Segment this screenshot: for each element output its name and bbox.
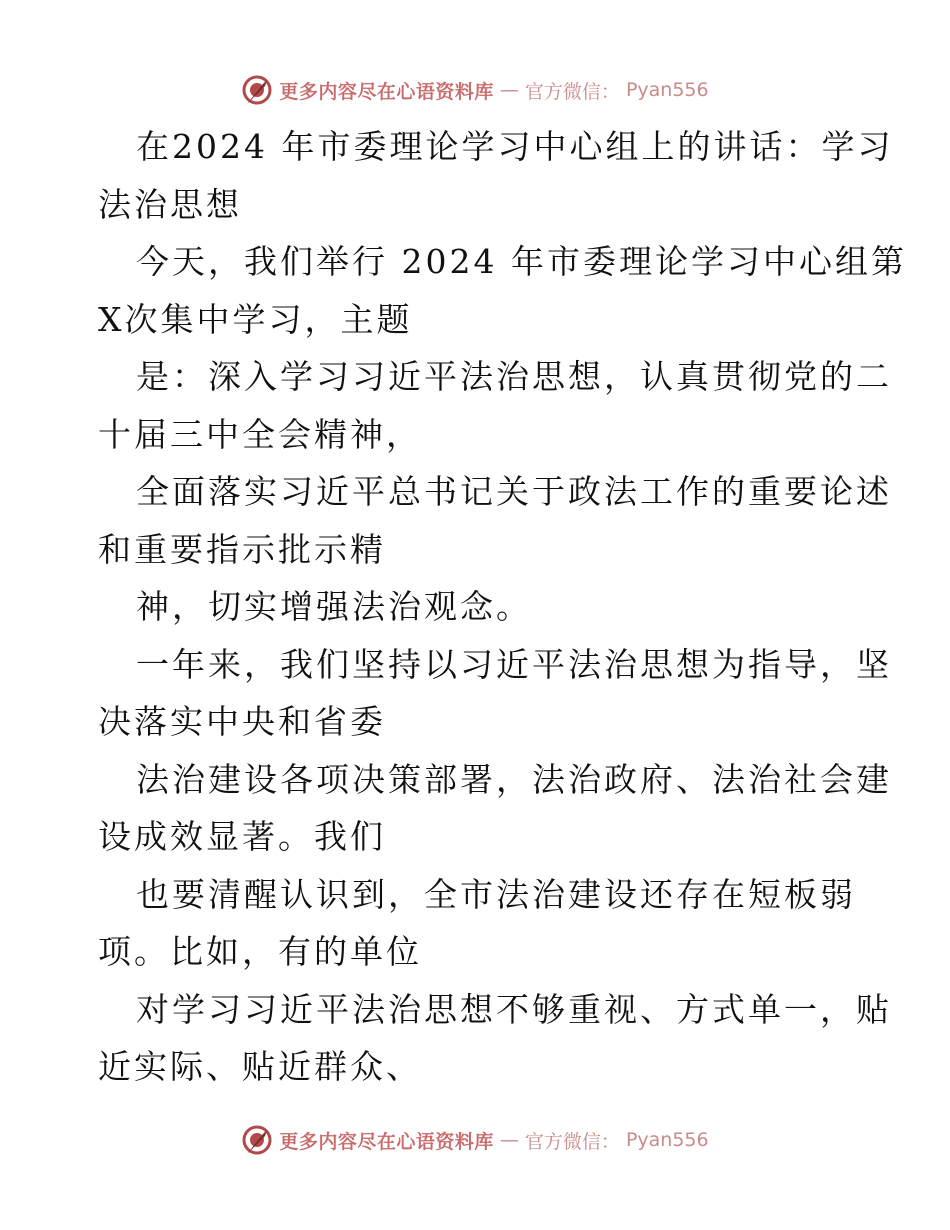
watermark-separator: — (499, 1129, 519, 1151)
header-watermark (0, 70, 950, 110)
paragraph-line: 项。比如，有的单位 (98, 932, 422, 971)
paragraph-line: 决落实中央和省委 (98, 702, 386, 741)
quill-pen-icon (241, 1124, 273, 1156)
paragraph-line: 是：深入学习习近平法治思想，认真贯彻党的二 (136, 357, 892, 396)
paragraph-line: 神，切实增强法治观念。 (136, 587, 532, 626)
title-line-1: 在2024 年市委理论学习中心组上的讲话：学习 (136, 127, 894, 166)
paragraph-line: X次集中学习，主题 (98, 299, 413, 339)
paragraph-line: 近实际、贴近群众、 (98, 1047, 422, 1086)
paragraph-line: 一年来，我们坚持以习近平法治思想为指导，坚 (136, 644, 892, 684)
paragraph-line: 也要清醒认识到，全市法治建设还存在短板弱 (136, 874, 856, 914)
paragraph-line: 全面落实习近平总书记关于政法工作的重要论述 (136, 472, 892, 511)
watermark-text: 更多内容尽在心语资料库 (279, 1130, 494, 1153)
watermark-account-label: 官方微信： (524, 80, 620, 103)
watermark-account-id: Pyan556 (625, 79, 709, 101)
title-line-2: 法治思想 (98, 184, 242, 224)
footer-watermark (0, 1120, 950, 1160)
paragraph-line: 十届三中全会精神， (98, 414, 422, 454)
watermark-account-id: Pyan556 (625, 1129, 709, 1151)
paragraph-line: 设成效显著。我们 (98, 817, 386, 856)
watermark-text: 更多内容尽在心语资料库 (279, 80, 494, 103)
paragraph-line: 法治建设各项决策部署，法治政府、法治社会建 (136, 759, 892, 799)
watermark-separator: — (499, 79, 519, 101)
paragraph-line: 和重要指示批示精 (98, 529, 386, 569)
paragraph-line: 对学习习近平法治思想不够重视、方式单一，贴 (136, 989, 892, 1029)
watermark-account-label: 官方微信： (524, 1130, 620, 1153)
quill-pen-icon (241, 74, 273, 106)
document-body (98, 118, 907, 1096)
paragraph-line: 今天，我们举行 2024 年市委理论学习中心组第 (136, 242, 907, 281)
